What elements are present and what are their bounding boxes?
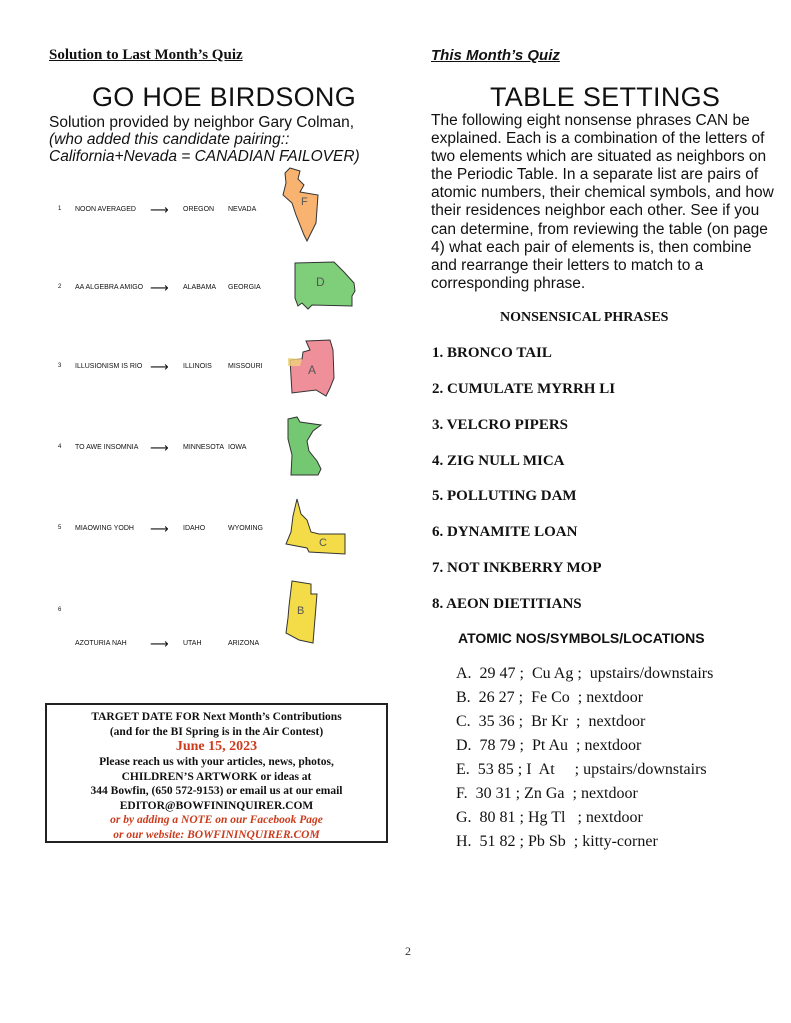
state-highlight xyxy=(288,358,302,366)
solution-row xyxy=(58,202,278,220)
contest-label: (and for the BI Spring is in the Air Contest) xyxy=(109,725,324,738)
state-2: IOWA xyxy=(228,444,247,451)
solution-byline xyxy=(49,114,379,165)
this-month-heading: This Month’s Quiz xyxy=(431,47,560,64)
last-month-heading: Solution to Last Month’s Quiz xyxy=(49,47,243,63)
phrase-item: 1. BRONCO TAIL xyxy=(432,345,552,361)
solution-phrase: MIAOWING YODH xyxy=(75,525,134,532)
arrow-icon: ⟶ xyxy=(150,202,169,217)
solution-number: 6 xyxy=(58,607,62,613)
solution-phrase: ILLUSIONISM IS RIO xyxy=(75,363,143,370)
website-link[interactable]: or our website: BOWFININQUIRER.COM xyxy=(113,828,320,841)
editor-email-link[interactable]: EDITOR@BOWFININQUIRER.COM xyxy=(119,799,314,812)
byline-note-2: California+Nevada = CANADIAN FAILOVER) xyxy=(49,148,360,165)
map-letter: F xyxy=(301,196,308,208)
state-2: ARIZONA xyxy=(228,640,260,647)
solution-number: 3 xyxy=(58,363,62,369)
phrase-item: 4. ZIG NULL MICA xyxy=(432,453,565,469)
solution-phrase: AA ALGEBRA AMIGO xyxy=(75,284,144,291)
state-shape xyxy=(288,417,321,475)
solution-phrase: NOON AVERAGED xyxy=(75,206,136,213)
solution-row xyxy=(58,521,278,539)
state-1: ILLINOIS xyxy=(183,363,212,370)
state-1: OREGON xyxy=(183,206,215,213)
solution-number: 2 xyxy=(58,284,62,290)
solution-row xyxy=(58,440,278,458)
arrow-icon: ⟶ xyxy=(150,440,169,455)
page-number: 2 xyxy=(405,944,411,958)
state-1: IDAHO xyxy=(183,525,206,532)
atomic-item: D. 78 79 ; Pt Au ; nextdoor xyxy=(456,737,642,754)
map-letter: A xyxy=(308,363,317,377)
arrow-icon: ⟶ xyxy=(150,280,169,295)
state-shape xyxy=(286,499,345,554)
idaho-wyoming-map-icon xyxy=(283,496,351,558)
alabama-georgia-map-icon xyxy=(292,258,360,316)
solution-title: GO HOE BIRDSONG xyxy=(92,82,357,112)
map-letter: D xyxy=(316,275,325,289)
target-date: June 15, 2023 xyxy=(175,739,258,754)
atomic-heading: ATOMIC NOS/SYMBOLS/LOCATIONS xyxy=(458,630,705,646)
phrase-item: 3. VELCRO PIPERS xyxy=(432,417,568,433)
map-letter: C xyxy=(319,537,327,549)
contributions-box xyxy=(45,703,388,843)
solution-number: 5 xyxy=(58,525,62,531)
byline-note-1: (who added this candidate pairing:: xyxy=(49,131,290,148)
minnesota-iowa-map-icon xyxy=(285,415,327,479)
atomic-item: E. 53 85 ; I At ; upstairs/downstairs xyxy=(456,761,707,778)
facebook-note: or by adding a NOTE on our Facebook Page xyxy=(110,814,323,826)
solution-row-number-only xyxy=(58,607,278,621)
contact-text: Please reach us with your articles, news, photos, xyxy=(99,756,334,768)
byline-text: Solution provided by neighbor Gary Colman, xyxy=(49,114,355,131)
arrow-icon: ⟶ xyxy=(150,636,169,651)
arrow-icon: ⟶ xyxy=(150,521,169,536)
state-1: ALABAMA xyxy=(183,284,217,291)
state-shape xyxy=(295,262,355,309)
phrase-item: 8. AEON DIETITIANS xyxy=(432,596,582,612)
solution-number: 4 xyxy=(58,444,62,450)
atomic-item: B. 26 27 ; Fe Co ; nextdoor xyxy=(456,689,644,706)
phrase-item: 2. CUMULATE MYRRH LI xyxy=(432,381,616,397)
atomic-item: H. 51 82 ; Pb Sb ; kitty-corner xyxy=(456,833,658,850)
oregon-nevada-map-icon xyxy=(280,165,325,245)
atomic-item: C. 35 36 ; Br Kr ; nextdoor xyxy=(456,713,646,730)
solution-phrase: AZOTURIA NAH xyxy=(75,640,127,647)
state-2: WYOMING xyxy=(228,525,263,532)
solution-row xyxy=(58,636,278,654)
target-date-label: TARGET DATE FOR Next Month’s Contributions xyxy=(91,711,342,723)
state-2: NEVADA xyxy=(228,206,257,213)
contact-address: 344 Bowfin, (650 572-9153) or email us at our email xyxy=(90,785,343,797)
quiz-intro: The following eight nonsense phrases CAN be explained. Each is a combination of the letters of two elements which are situated as neighbors on the Periodic Table. In a separate list are pairs of atomic numbers, their chemical symbols, and how their residences neighbor each other. See if you can determine, from reviewing the table (on page 4) what each pair of elements is, then combine and rearrange their letters to match to a corresponding phrase. xyxy=(431,112,774,292)
phrase-item: 6. DYNAMITE LOAN xyxy=(432,524,578,540)
contact-artwork: CHILDREN’S ARTWORK or ideas at xyxy=(121,770,312,783)
map-letter: B xyxy=(297,605,305,617)
solution-phrase: TO AWE INSOMNIA xyxy=(75,444,139,451)
state-1: MINNESOTA xyxy=(183,444,225,451)
utah-arizona-map-icon xyxy=(283,578,323,648)
solution-row xyxy=(58,280,278,298)
quiz-title: TABLE SETTINGS xyxy=(490,82,721,112)
solution-row xyxy=(58,359,278,377)
solution-number: 1 xyxy=(58,206,62,212)
atomic-item: F. 30 31 ; Zn Ga ; nextdoor xyxy=(456,785,638,802)
phrase-item: 7. NOT INKBERRY MOP xyxy=(432,560,602,576)
phrase-item: 5. POLLUTING DAM xyxy=(432,488,577,504)
state-2: MISSOURI xyxy=(228,363,263,370)
arrow-icon: ⟶ xyxy=(150,359,169,374)
state-1: UTAH xyxy=(183,640,202,647)
atomic-item: A. 29 47 ; Cu Ag ; upstairs/downstairs xyxy=(456,665,714,682)
state-2: GEORGIA xyxy=(228,284,261,291)
phrases-heading: NONSENSICAL PHRASES xyxy=(500,310,669,325)
atomic-item: G. 80 81 ; Hg Tl ; nextdoor xyxy=(456,809,643,826)
illinois-missouri-map-icon xyxy=(286,338,338,400)
